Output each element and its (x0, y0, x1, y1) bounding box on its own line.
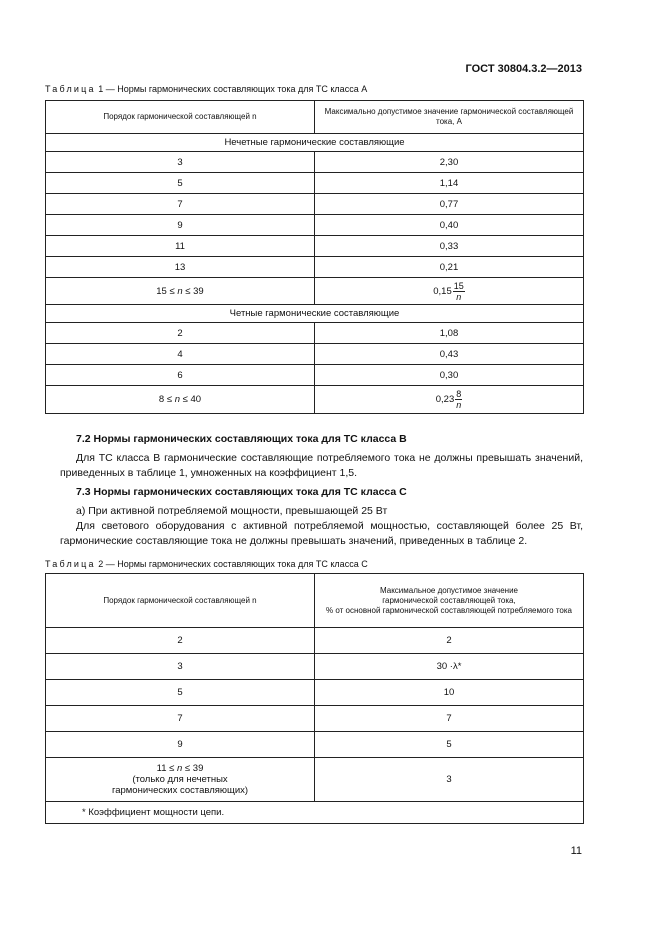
table-row (46, 365, 584, 386)
table2-cell-n: 2 (46, 628, 315, 654)
table1-cell-value: 0,40 (315, 215, 584, 236)
formula-fraction (455, 389, 462, 410)
table1-cell-n: 13 (46, 257, 315, 278)
table-row (46, 628, 584, 654)
range-high: 39 (192, 763, 204, 774)
table1 (45, 100, 584, 414)
table2-cell-n: 9 (46, 732, 315, 758)
fraction-numerator: 15 (453, 280, 464, 291)
table2-cell-n-range: 11 ≤ n ≤ 39 (только для нечетных гармонических составляющих) (46, 758, 315, 802)
table1-section-even: Четные гармонические составляющие (46, 305, 584, 323)
table2-caption (45, 559, 368, 569)
section-7-2-heading: 7.2 Нормы гармонических составляющих тока для ТС класса В (76, 433, 407, 445)
table-row (46, 257, 584, 278)
table2-footnote: * Коэффициент мощности цепи. (46, 802, 584, 824)
table2-cell-n: 5 (46, 680, 315, 706)
table2-cell-value: 10 (315, 680, 584, 706)
table2-cell-n: 7 (46, 706, 315, 732)
range-var: n (177, 763, 183, 774)
range-var: n (177, 285, 183, 297)
formula-coef: 0,15 (433, 285, 452, 297)
table2-col2-header-line3: % от основной гармонической составляющей потребляемого тока (326, 605, 572, 615)
table2-col2-header-line1: Максимальное допустимое значение (379, 585, 518, 595)
range-note-line1: (только для нечетных (132, 774, 228, 785)
table-row (46, 732, 584, 758)
fraction-denominator: n (456, 291, 462, 302)
table2-caption-text: 2 — Нормы гармонических составляющих тока для ТС класса С (98, 559, 368, 569)
table2 (45, 573, 584, 824)
table1-cell-value: 0,33 (315, 236, 584, 257)
table1-cell-n: 2 (46, 323, 315, 344)
formula-fraction (453, 281, 465, 302)
table2-col2-header-line2: гармонической составляющей тока, (382, 595, 516, 605)
section-7-3-body: Для светового оборудования с активной потребляемой мощностью, составляющей более 25 Вт, гармонические составляющие тока не должны превышать значений, приведенных в таблице 2. (60, 520, 583, 547)
table-row (46, 680, 584, 706)
range-low: 15 (156, 285, 167, 297)
range-high: 39 (193, 285, 204, 297)
table1-cell-value: 0,77 (315, 194, 584, 215)
table1-cell-n: 11 (46, 236, 315, 257)
formula-coef: 0,23 (435, 394, 455, 405)
table2-col1-header: Порядок гармонической составляющей n (46, 574, 315, 628)
table1-cell-n-range: 8 ≤ n ≤ 40 (46, 386, 315, 414)
table2-cell-value: 7 (315, 706, 584, 732)
table2-cell-value: 5 (315, 732, 584, 758)
table2-cell-value: 30 ·λ* (315, 654, 584, 680)
table1-section-odd: Нечетные гармонические составляющие (46, 134, 584, 152)
range-low: 11 (156, 763, 167, 774)
fraction-numerator: 8 (456, 389, 462, 399)
range-high: 40 (190, 394, 202, 405)
range-low: 8 (158, 394, 165, 405)
table1-cell-value: 0,43 (315, 344, 584, 365)
section-7-3-item-a: а) При активной потребляемой мощности, превышающей 25 Вт (76, 505, 388, 517)
table1-cell-n: 4 (46, 344, 315, 365)
table2-cell-value: 2 (315, 628, 584, 654)
table-row (46, 278, 584, 305)
table1-cell-n: 6 (46, 365, 315, 386)
table-row (46, 194, 584, 215)
section-7-2-body: Для ТС класса В гармонические составляющие потребляемого тока не должны превышать значений, приведенных в таблице 1, умноженных на коэффициент 1,5. (60, 452, 583, 479)
table1-cell-value: 0,30 (315, 365, 584, 386)
table1-cell-formula (315, 386, 584, 414)
table2-cell-value: 3 (315, 758, 584, 802)
table-row (46, 152, 584, 173)
table1-cell-value: 0,21 (315, 257, 584, 278)
table1-caption-text: 1 — Нормы гармонических составляющих тока для ТС класса А (98, 84, 368, 94)
document-code: ГОСТ 30804.3.2—2013 (465, 63, 582, 75)
table-row (46, 173, 584, 194)
table1-cell-n: 5 (46, 173, 315, 194)
table-row (46, 344, 584, 365)
table-row (46, 236, 584, 257)
range-var: n (174, 394, 180, 405)
table1-cell-value: 1,08 (315, 323, 584, 344)
table1-caption (45, 84, 367, 94)
table2-caption-label: Таблица (45, 559, 96, 569)
table2-cell-n: 3 (46, 654, 315, 680)
table1-caption-label: Таблица (45, 84, 96, 94)
table1-cell-n: 9 (46, 215, 315, 236)
range-note-line2: гармонических составляющих) (111, 785, 249, 796)
table-row (46, 654, 584, 680)
page-number: 11 (570, 845, 582, 857)
table1-cell-n: 7 (46, 194, 315, 215)
table1-cell-value: 1,14 (315, 173, 584, 194)
table-row (46, 706, 584, 732)
table1-col2-header: Максимально допустимое значение гармонической составляющей тока, А (315, 101, 584, 134)
table1-col1-header: Порядок гармонической составляющей n (46, 101, 315, 134)
table-row (46, 215, 584, 236)
table1-cell-formula (315, 278, 584, 305)
section-7-3-heading: 7.3 Нормы гармонических составляющих тока для ТС класса С (76, 486, 407, 498)
table2-col2-header (315, 574, 584, 628)
fraction-denominator: n (456, 400, 462, 410)
table-row (46, 758, 584, 802)
table-row (46, 386, 584, 414)
table-row (46, 323, 584, 344)
table1-cell-n-range: 15 ≤ n ≤ 39 (46, 278, 315, 305)
table1-cell-n: 3 (46, 152, 315, 173)
table1-cell-value: 2,30 (315, 152, 584, 173)
